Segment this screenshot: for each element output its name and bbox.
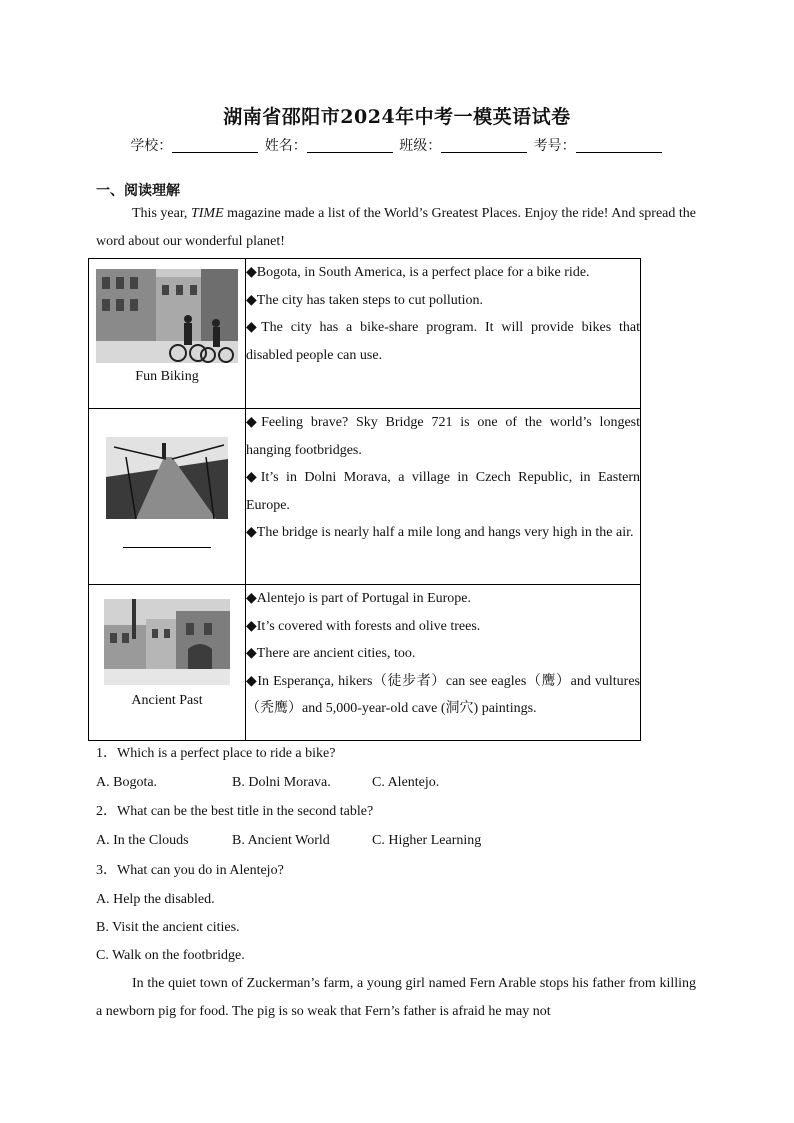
bullet-item: ◆Alentejo is part of Portugal in Europe. bbox=[246, 591, 471, 606]
intro-paragraph bbox=[96, 200, 696, 255]
table-row bbox=[89, 259, 641, 409]
class-blank[interactable] bbox=[441, 138, 527, 153]
name-label: 姓名： bbox=[264, 138, 307, 154]
option-b[interactable]: B. Visit the ancient cities. bbox=[96, 920, 240, 935]
picture-cell bbox=[89, 259, 246, 409]
school-blank[interactable] bbox=[172, 138, 258, 153]
question-3: 3．What can you do in Alentejo? bbox=[96, 863, 284, 878]
bullet-item: ◆It’s covered with forests and olive trees. bbox=[246, 618, 481, 634]
old-town-plaza-photo bbox=[104, 599, 230, 685]
passage-2: In the quiet town of Zuckerman’s farm, a young girl named Fern Arable stops his father from killing a newborn pig for food. The pig is so weak that Fern’s father is afraid he may not bbox=[96, 976, 696, 1019]
question-2: 2．What can be the best title in the second table? bbox=[96, 804, 374, 819]
number-label: 考号： bbox=[533, 138, 576, 154]
street-cyclists-photo bbox=[96, 269, 238, 363]
option-a[interactable]: A. Bogota. bbox=[96, 775, 158, 790]
exam-title: 湖南省邵阳市2024年中考一模英语试卷 bbox=[223, 106, 571, 128]
bullet-item: ◆There are ancient cities, too. bbox=[246, 646, 416, 661]
bullet-item: ◆Feeling brave? Sky Bridge 721 is one of the world’s longest hanging footbridges. bbox=[246, 415, 640, 458]
bullets-cell bbox=[246, 409, 641, 585]
caption-fun-biking: Fun Biking bbox=[135, 369, 199, 384]
option-a[interactable]: A. Help the disabled. bbox=[96, 892, 215, 907]
picture-cell bbox=[89, 585, 246, 741]
question-1: 1．Which is a perfect place to ride a bike? bbox=[96, 746, 336, 761]
bullet-item: ◆The city has taken steps to cut pollution. bbox=[246, 292, 484, 308]
intro-before: This year, bbox=[132, 206, 191, 221]
suspension-bridge-photo bbox=[106, 437, 228, 519]
question-2-options bbox=[96, 831, 481, 851]
student-info-line bbox=[0, 135, 794, 155]
table-row bbox=[89, 409, 641, 585]
table-row bbox=[89, 585, 641, 741]
bullets-cell bbox=[246, 259, 641, 409]
name-blank[interactable] bbox=[307, 138, 393, 153]
caption-ancient-past: Ancient Past bbox=[131, 693, 203, 708]
intro-after: magazine made a list of the World’s Greatest Places. Enjoy the ride! And spread the word about our wonderful planet! bbox=[96, 206, 696, 249]
class-label: 班级： bbox=[399, 138, 442, 154]
school-label: 学校： bbox=[130, 138, 173, 154]
option-a[interactable]: A. In the Clouds bbox=[96, 833, 189, 848]
bullet-item: ◆The city has a bike-share program. It will provide bikes that disabled people can use. bbox=[246, 320, 640, 363]
option-b[interactable]: B. Ancient World bbox=[232, 833, 330, 848]
bullet-item: ◆Bogota, in South America, is a perfect place for a bike ride. bbox=[246, 265, 590, 280]
bullet-item: ◆It’s in Dolni Morava, a village in Czech Republic, in Eastern Europe. bbox=[246, 470, 640, 513]
option-c[interactable]: C. Walk on the footbridge. bbox=[96, 948, 245, 963]
option-b[interactable]: B. Dolni Morava. bbox=[232, 775, 331, 790]
number-blank[interactable] bbox=[576, 138, 662, 153]
bullet-item: ◆The bridge is nearly half a mile long and hangs very high in the air. bbox=[246, 525, 634, 540]
section-heading: 一、阅读理解 bbox=[96, 183, 180, 199]
bullet-item: ◆In Esperança, hikers（徒步者）can see eagles（鹰）and vultures（秃鹰）and 5,000-year-old cave (洞穴) paintings. bbox=[246, 673, 640, 716]
option-c[interactable]: C. Alentejo. bbox=[372, 775, 440, 790]
option-c[interactable]: C. Higher Learning bbox=[372, 833, 482, 848]
bullets-cell bbox=[246, 585, 641, 741]
picture-cell bbox=[89, 409, 246, 585]
places-table bbox=[88, 258, 641, 741]
title-answer-blank[interactable] bbox=[123, 535, 211, 548]
intro-magazine: TIME bbox=[190, 206, 224, 221]
question-1-options bbox=[96, 773, 439, 793]
